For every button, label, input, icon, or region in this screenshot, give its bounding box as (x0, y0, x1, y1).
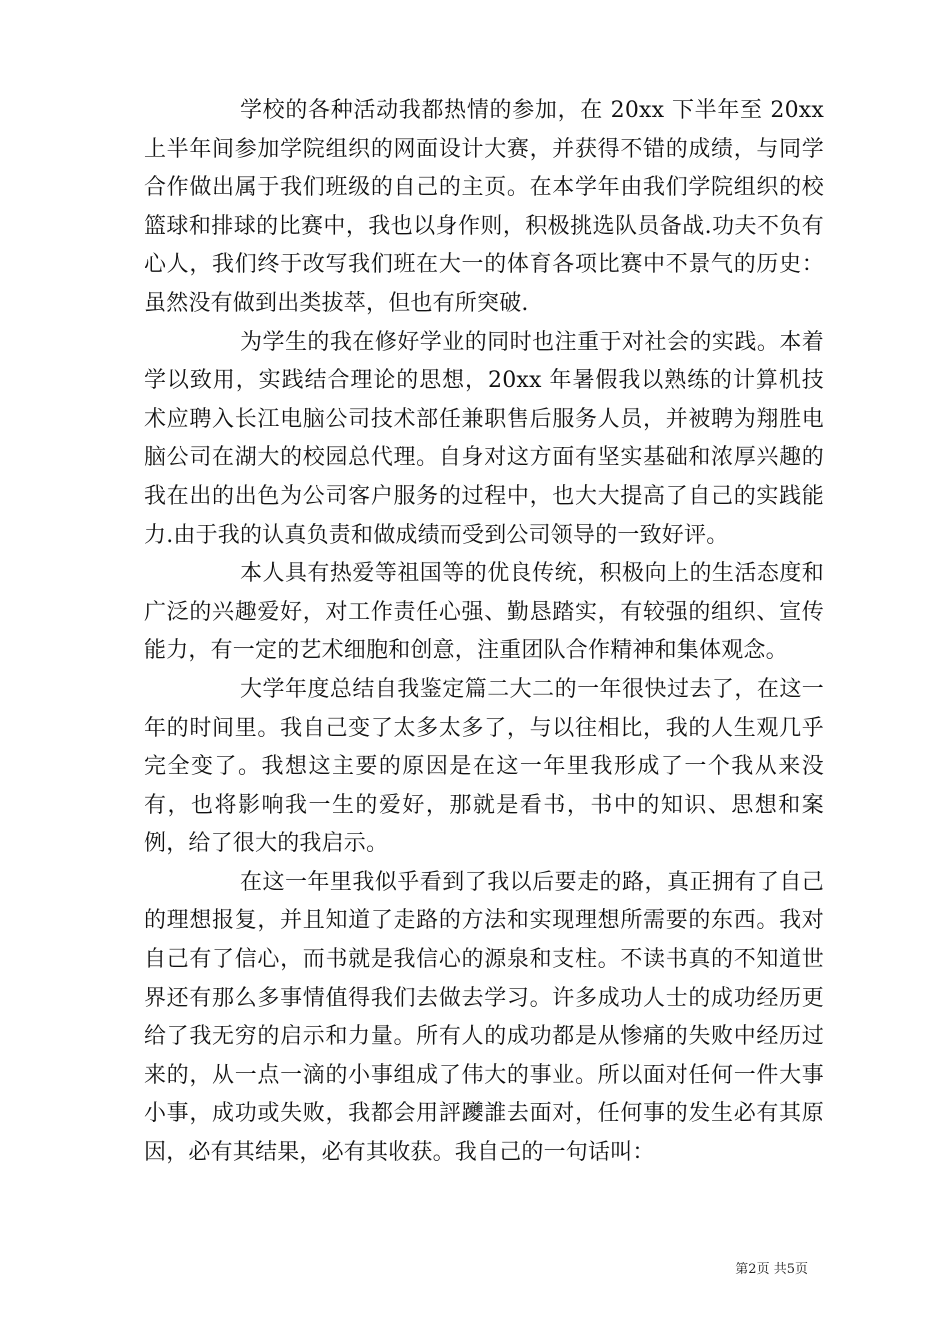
page-footer (735, 1262, 808, 1278)
paragraph-personal-qualities: 本人具有热爱等祖国等的优良传统，积极向上的生活态度和广泛的兴趣爱好，对工作责任心强、勤恳踏实，有较强的组织、宣传能力，有一定的艺术细胞和创意，注重团队合作精神和集体观念。 (144, 561, 824, 664)
paragraph-second-year-summary: 大学年度总结自我鉴定篇二大二的一年很快过去了，在这一年的时间里。我自己变了太多太多了，与以往相比，我的人生观几乎完全变了。我想这主要的原因是在这一年里我形成了一个我从来没有，也将影响我一生的爱好，那就是看书，书中的知识、思想和案例，给了很大的我启示。 (144, 676, 824, 857)
footer-total-pages: 5 (786, 1262, 795, 1277)
footer-suffix: 页 (794, 1262, 808, 1277)
document-body (144, 92, 824, 1173)
paragraph-activities: 学校的各种活动我都热情的参加，在 20xx 下半年至 20xx 上半年间参加学院组织的网面设计大赛，并获得不错的成绩，与同学合作做出属于我们班级的自己的主页。在本学年由我们学院组织的校篮球和排球的比赛中，我也以身作则，积极挑选队员备战.功夫不负有心人，我们终于改写我们班在大一的体育各项比赛中不景气的历史：虽然没有做到出类拔萃，但也有所突破. (144, 98, 824, 316)
footer-prefix: 第 (735, 1262, 749, 1277)
paragraph-social-practice: 为学生的我在修好学业的同时也注重于对社会的实践。本着学以致用，实践结合理论的思想，20xx 年暑假我以熟练的计算机技术应聘入长江电脑公司技术部任兼职售后服务人员，并被聘为翔胜电脑公司在湖大的校园总代理。自身对这方面有坚实基础和浓厚兴趣的我在出的出色为公司客户服务的过程中，也大大提高了自己的实践能力.由于我的认真负责和做成绩而受到公司领导的一致好评。 (144, 329, 824, 548)
paragraph-reading-and-confidence: 在这一年里我似乎看到了我以后要走的路，真正拥有了自己的理想报复，并且知道了走路的方法和实现理想所需要的东西。我对自己有了信心，而书就是我信心的源泉和支柱。不读书真的不知道世界还有那么多事情值得我们去做去学习。许多成功人士的成功经历更给了我无穷的启示和力量。所有人的成功都是从惨痛的失败中经历过来的，从一点一滴的小事组成了伟大的事业。所以面对任何一件大事小事，成功或失败，我都会用評躨誰去面对，任何事的发生必有其原因，必有其结果，必有其收获。我自己的一句话叫： (144, 869, 824, 1166)
footer-current-page: 2 (748, 1262, 757, 1277)
footer-middle: 页 共 (756, 1262, 787, 1277)
